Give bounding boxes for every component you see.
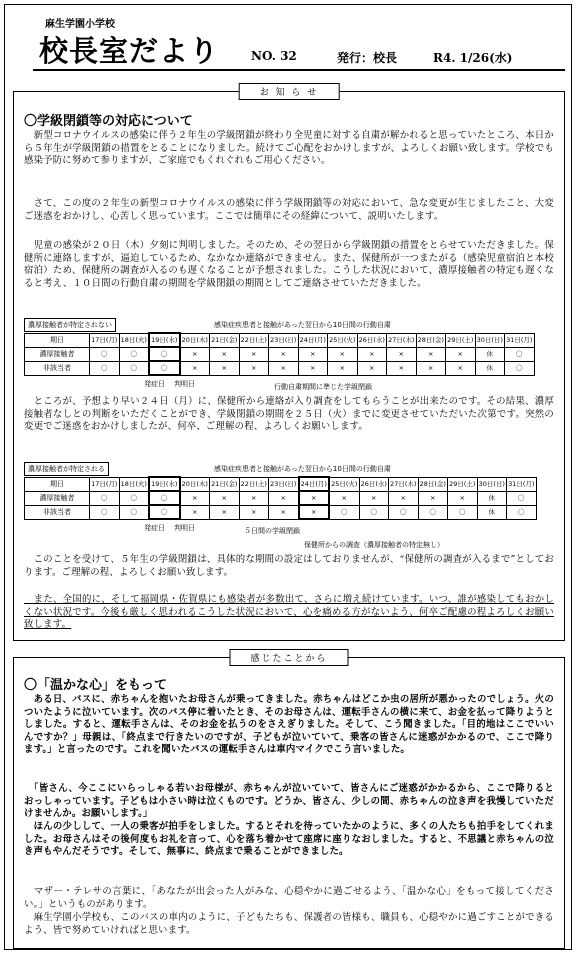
table2-cell: × — [180, 505, 210, 519]
table1-day: 19日(水) — [149, 333, 180, 347]
table2-cell: × — [239, 491, 269, 505]
table1-cell: × — [210, 347, 240, 361]
table2-cell: 〇 — [90, 491, 120, 505]
newsletter-page — [4, 4, 572, 950]
table2-cell: 〇 — [119, 491, 149, 505]
table1-day: 29日(土) — [446, 333, 476, 347]
table1-day: 23日(日) — [269, 333, 299, 347]
table1-cell: × — [416, 361, 446, 375]
reflection-heading: 〇「温かな心」をもって — [24, 678, 168, 693]
table2-found-note: 判明日 — [174, 524, 195, 532]
table2-day: 26日(水) — [359, 477, 389, 491]
table2-cell: 〇 — [418, 505, 448, 519]
issuer: 発行：校長 — [337, 51, 398, 65]
table2-cell: × — [210, 505, 240, 519]
table1-cell: × — [269, 361, 299, 375]
table2-cell: 〇 — [359, 505, 389, 519]
table2-day: 27日(木) — [389, 477, 419, 491]
table1-tag: 濃厚接触者が特定されない — [24, 318, 116, 332]
table2-day: 20日(木) — [180, 477, 210, 491]
table1-day: 24日(月) — [298, 333, 328, 347]
table1-cell: × — [180, 347, 210, 361]
table2-cell: × — [329, 491, 359, 505]
table1-day: 28日(金) — [416, 333, 446, 347]
table1-cell: × — [446, 347, 476, 361]
table2-cell: 休 — [477, 505, 507, 519]
table2-cell: × — [418, 491, 448, 505]
table2-day: 22日(土) — [239, 477, 269, 491]
table1-cell: 〇 — [505, 347, 535, 361]
table1-day: 27日(木) — [387, 333, 417, 347]
table1-cell: 〇 — [90, 347, 120, 361]
table1-cell: × — [357, 347, 387, 361]
table1-cell: 〇 — [119, 347, 149, 361]
table1-day: 20日(木) — [180, 333, 210, 347]
table1-day: 31日(月) — [505, 333, 535, 347]
table2-day: 21日(金) — [210, 477, 240, 491]
table1-cell: 〇 — [149, 347, 180, 361]
table2-period-note: ５日間の学級閉鎖 — [244, 527, 300, 535]
table1-cell: × — [239, 347, 269, 361]
notice-section-label: お 知 ら せ — [239, 83, 340, 100]
table2-cell: 〇 — [90, 505, 120, 519]
table2-cell: × — [359, 491, 389, 505]
table1-day: 18日(火) — [119, 333, 149, 347]
reflection-paragraph-5: 麻生学園小学校も、このバスの車内のように、子どもたちも、保護者の皆様も、職員も、心穏やかに過ごすことができるよう、皆で努めていければと思います。 — [24, 912, 554, 936]
table2-cell: × — [389, 491, 419, 505]
table-row — [25, 347, 535, 361]
table1-day: 30日(日) — [475, 333, 505, 347]
table1-cell: 休 — [475, 347, 505, 361]
reflection-paragraph-3: ほんの少しして、一人の乗客が拍手をしました。するとそれを待っていたかのように、多くの人たちも拍手をしてくれました。お母さんはその後何度もお礼を言って、心を落ち着かせて座席に座りなおしました。すると、不思議と赤ちゃんの泣き声もやんだそうです。そして、無事に、終点まで乗ることができました。 — [24, 821, 554, 858]
table2-day: 23日(日) — [269, 477, 299, 491]
table1-cell: × — [210, 361, 240, 375]
table1-day: 26日(水) — [357, 333, 387, 347]
notice-heading: 〇学級閉鎖等の対応について — [24, 114, 193, 129]
reflection-paragraph-4: マザー・テレサの言葉に、「あなたが出会った人がみな、心穏やかに過ごせるよう、「温かな心」をもって接してください。」というものがあります。 — [24, 886, 554, 910]
table2-cell: 〇 — [507, 491, 537, 505]
table1-cell: × — [239, 361, 269, 375]
table1-row-label: 非該当者 — [25, 361, 90, 375]
table2-cell: × — [239, 505, 269, 519]
table2-day: 18日(火) — [119, 477, 149, 491]
table1-cell: × — [416, 347, 446, 361]
table2-cell: 〇 — [149, 491, 180, 505]
table1-cell: × — [298, 361, 328, 375]
table2-cell: × — [448, 491, 478, 505]
header-rule — [33, 69, 565, 71]
table2-day: 19日(水) — [149, 477, 180, 491]
table1-cell: 休 — [475, 361, 505, 375]
table1-cell: 〇 — [90, 361, 120, 375]
table1-row-label: 濃厚接触者 — [25, 347, 90, 361]
table1-cell: × — [446, 361, 476, 375]
table2-row-label: 濃厚接触者 — [25, 491, 90, 505]
table2-day: 30日(日) — [477, 477, 507, 491]
table-row — [25, 505, 537, 519]
notice-paragraph-3: 児童の感染が２０日（木）夕刻に判明しました。そのため、その翌日から学級閉鎖の措置をとらせていただきました。保健所に連絡しますが、逼迫しているため、なかなか連絡ができません。また、保健所が一つまたがる（感染児童宿泊と本校宿泊）ため、保健所の調査が入るのも遅くなることが予想されました。こうした状況において、濃厚接触者の特定も遅くなると考え、１０日間の行動自粛の期間を学級閉鎖の期間としてご連絡させていただきました。 — [24, 240, 554, 289]
table2-cell: 〇 — [448, 505, 478, 519]
notice-paragraph-5: このことを受けて、５年生の学級閉鎖は、具体的な期間の設定はしておりませんが、“保健所の調査が入るまで”としております。ご理解の程、よろしくお願い致します。 — [24, 554, 554, 578]
table2-tag: 濃厚接触者が特定される — [24, 462, 109, 476]
table-row — [25, 477, 537, 491]
table2 — [24, 476, 537, 520]
table2-cell: × — [299, 491, 330, 505]
table2-cell: × — [269, 505, 299, 519]
table2-day: 17日(月) — [90, 477, 120, 491]
table2-cell: × — [269, 491, 299, 505]
notice-section — [13, 88, 565, 641]
notice-paragraph-4: ところが、予想より早い２４日（月）に、保健所から連絡が入り調査をしてもらうことが出来たのです。その結果、濃厚接触者なしとの判断をいただくことができ、学級閉鎖の期間を２５日（火）までに変更させていただいた次第です。突然の変更でご迷惑をおかけしましたが、何卒、ご理解の程、よろしくお願いします。 — [24, 396, 554, 433]
table2-cell: 〇 — [119, 505, 149, 519]
table1-cell: 〇 — [505, 361, 535, 375]
reflection-paragraph-2: 「皆さん、今ここにいらっしゃる若いお母様が、赤ちゃんが泣いていて、皆さんにご迷惑がかかるから、ここで降りるとおっしゃっています。子どもは小さい時は泣くものです。どうか、皆さん、少しの間、赤ちゃんの泣き声を我慢していただけませんか。お願いします。」 — [24, 783, 554, 820]
table1-cell: 〇 — [149, 361, 180, 375]
table2-cell: 〇 — [507, 505, 537, 519]
issue-number: NO. 32 — [251, 49, 297, 63]
table2-cell: 休 — [477, 491, 507, 505]
issue-date: R4. 1/26(水) — [433, 51, 513, 65]
notice-paragraph-2: さて、この度の２年生の新型コロナウイルスの感染に伴う学級閉鎖等の対応において、急な変更が生じましたこと、大変ご迷惑をおかけし、心苦しく思っています。ここでは簡単にその経緯について、説明いたします。 — [24, 198, 554, 222]
table1-cell: × — [328, 347, 358, 361]
table1-row-header: 期日 — [25, 333, 90, 347]
table2-day: 25日(火) — [329, 477, 359, 491]
table2-caption: 感染症疾患者と接触があった翌日から10日間の行動自粛 — [214, 465, 391, 473]
reflection-section-label: 感じたことから — [229, 649, 348, 666]
table2-row-label: 非該当者 — [25, 505, 90, 519]
table2-day: 28日(金) — [418, 477, 448, 491]
table2-onset-note: 発症日 — [144, 524, 165, 532]
table1-onset-note: 発症日 — [144, 380, 165, 388]
table2-cell: × — [299, 505, 330, 519]
table1-caption: 感染症疾患者と接触があった翌日から10日間の行動自粛 — [214, 321, 391, 329]
newsletter-title: 校長室だより — [39, 34, 220, 68]
table2-day: 24日(月) — [299, 477, 330, 491]
table2-cell: 〇 — [329, 505, 359, 519]
table1-cell: 〇 — [119, 361, 149, 375]
table1-day: 21日(金) — [210, 333, 240, 347]
table2-day: 31日(月) — [507, 477, 537, 491]
table1-cell: × — [298, 347, 328, 361]
table2-cell: 〇 — [389, 505, 419, 519]
table2-cell: × — [210, 491, 240, 505]
table2-survey-note: 保健所からの調査（濃厚接触者の特定無し） — [304, 541, 444, 549]
table2-cell: × — [180, 491, 210, 505]
table-row — [25, 361, 535, 375]
table1 — [24, 332, 535, 376]
reflection-section — [13, 654, 565, 949]
table-row — [25, 333, 535, 347]
table2-row-header: 期日 — [25, 477, 90, 491]
table1-day: 17日(月) — [90, 333, 120, 347]
table1-cell: × — [328, 361, 358, 375]
reflection-paragraph-1: ある日、バスに、赤ちゃんを抱いたお母さんが乗ってきました。赤ちゃんはどこか虫の居所が悪かったのでしょう。火のついたように泣いています。次のバス停に着いたとき、そのお母さんは、運転手さんの横に来て、お金を払って降りようとしました。すると、運転手さんは、そのお金を払うのをさえぎりました。そして、こう聞きました。「目的地はここでいいんですか？」母親は、「終点まで行きたいのですが、子どもが泣いていて、乗客の皆さんに迷惑がかかるので、ここで降ります。」と言ったのです。これを聞いたバスの運転手さんは車内マイクでこう言いました。 — [24, 694, 554, 756]
table-row — [25, 491, 537, 505]
table2-day: 29日(土) — [448, 477, 478, 491]
notice-paragraph-1: 新型コロナウイルスの感染に伴う２年生の学級閉鎖が終わり全児童に対する自粛が解かれると思っていたところ、本日から５年生が学級閉鎖の措置をとることになりました。続けてご心配をおかけしますが、よろしくお願い致します。学校でも感染予防に努めて参りますが、ご家庭でもくれぐれもご用心ください。 — [24, 130, 554, 167]
table1-cell: × — [387, 361, 417, 375]
table1-cell: × — [357, 361, 387, 375]
table1-day: 22日(土) — [239, 333, 269, 347]
table1-found-note: 判明日 — [174, 380, 195, 388]
school-name: 麻生学園小学校 — [45, 19, 115, 30]
table1-cell: × — [180, 361, 210, 375]
notice-paragraph-6: また、全国的に、そして福岡県・佐賀県にも感染者が多数出て、さらに増え続けています。いつ、誰が感染してもおかしくない状況です。今後も厳しく思われるこうした状況において、心を痛める方がないよう、何卒ご配慮の程よろしくお願い致します。 — [24, 594, 554, 631]
table1-cell: × — [387, 347, 417, 361]
table1-period-note: 行動自粛期間に準じた学級閉鎖 — [274, 383, 372, 391]
table1-cell: × — [269, 347, 299, 361]
table2-cell: 〇 — [149, 505, 180, 519]
table1-day: 25日(火) — [328, 333, 358, 347]
